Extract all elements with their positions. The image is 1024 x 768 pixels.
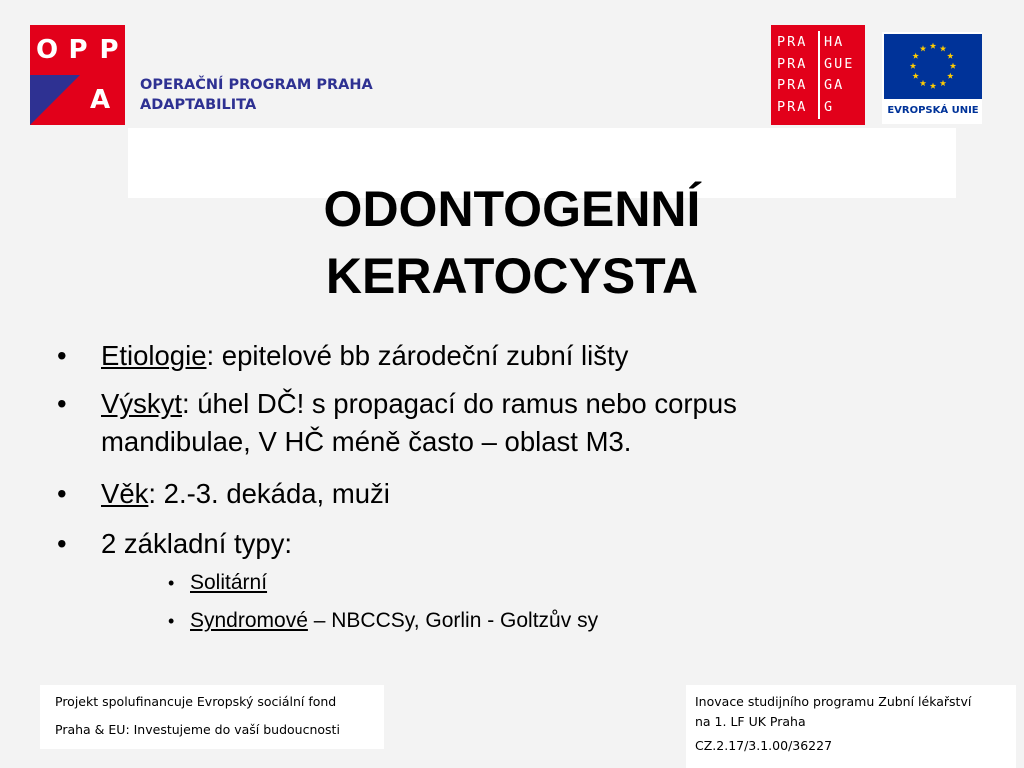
subbullet-marker: • [168,611,175,631]
eu-stars-icon [884,34,982,99]
bullet-text-continued: mandibulae, V HČ méně často – oblast M3. [101,426,632,457]
eu-flag [884,34,982,99]
bullet-vyskyt [57,385,921,461]
eu-label: EVROPSKÁ UNIE [887,105,979,116]
praha-logo-right-2: GUE [824,55,855,72]
oppa-logo-line1: OPERAČNÍ PROGRAM PRAHA [140,77,373,93]
oppa-logo-line2: ADAPTABILITA [140,97,257,113]
bullet-term: Výskyt [101,388,182,419]
bullet-vek [57,475,921,513]
praha-logo-right-column [824,32,854,118]
praha-logo [771,25,865,125]
footer-right-line1: Inovace studijního programu Zubní lékařství [695,694,972,709]
footer-right-line3: CZ.2.17/3.1.00/36227 [695,738,833,753]
praha-logo-left-column [777,32,807,118]
eu-star-icon [947,53,953,59]
praha-logo-right-4: G [824,98,835,115]
slide-title-line2: KERATOCYSTA [325,248,699,304]
bullet-etiologie [57,337,921,375]
bullet-typy [57,525,921,563]
eu-star-icon [920,80,926,86]
oppa-logo-text [140,75,373,115]
oppa-logo [30,25,125,125]
oppa-letter-p2: P [99,35,119,65]
bullet-marker: • [57,528,67,559]
eu-star-icon [920,45,926,51]
bullet-marker: • [57,388,67,419]
bullet-text: 2 základní typy: [101,528,293,559]
praha-logo-left-2: PRA [777,55,808,72]
eu-star-icon [947,73,953,79]
subbullet-term: Syndromové [190,609,308,632]
bullet-text: : 2.-3. dekáda, muži [148,478,390,509]
praha-logo-right-3: GA [824,77,845,93]
subbullet-solitarni [168,568,268,598]
oppa-logo-blue-triangle [30,75,80,125]
eu-star-icon [930,43,936,49]
subbullet-marker: • [168,573,175,593]
eu-star-icon [940,80,946,86]
eu-logo [882,32,982,124]
oppa-letter-o: O [35,35,59,65]
bullet-term: Etiologie [101,340,207,371]
bullet-text: : úhel DČ! s propagací do ramus nebo corpus [181,388,737,419]
subbullet-term: Solitární [190,571,268,594]
praha-logo-left-1: PRA [777,34,808,50]
subbullet-text: – NBCCSy, Gorlin - Goltzův sy [307,609,599,632]
eu-star-icon [912,73,918,79]
slide-title [128,176,896,310]
eu-star-icon [930,83,936,89]
eu-star-icon [940,45,946,51]
praha-logo-left-3: PRA [777,77,808,93]
bullet-marker: • [57,478,67,509]
oppa-letter-a: A [89,85,111,115]
praha-logo-left-4: PRA [777,98,808,115]
eu-star-icon [912,53,918,59]
eu-star-icon [950,63,956,69]
oppa-letter-p1: P [68,35,88,65]
bullet-marker: • [57,340,67,371]
slide-title-line1: ODONTOGENNÍ [323,181,701,237]
subbullet-syndromove [168,606,599,636]
footer-left [40,685,384,749]
footer-right [686,685,1016,768]
eu-star-icon [910,63,916,69]
footer-left-line1: Projekt spolufinancuje Evropský sociální fond [55,694,337,709]
bullet-text: : epitelové bb zárodeční zubní lišty [206,340,629,371]
praha-logo-right-1: HA [824,34,845,50]
bullet-term: Věk [101,478,149,509]
footer-left-line2: Praha & EU: Investujeme do vaší budoucnosti [55,722,340,737]
footer-right-line2: na 1. LF UK Praha [695,714,806,729]
praha-logo-divider [818,31,820,119]
